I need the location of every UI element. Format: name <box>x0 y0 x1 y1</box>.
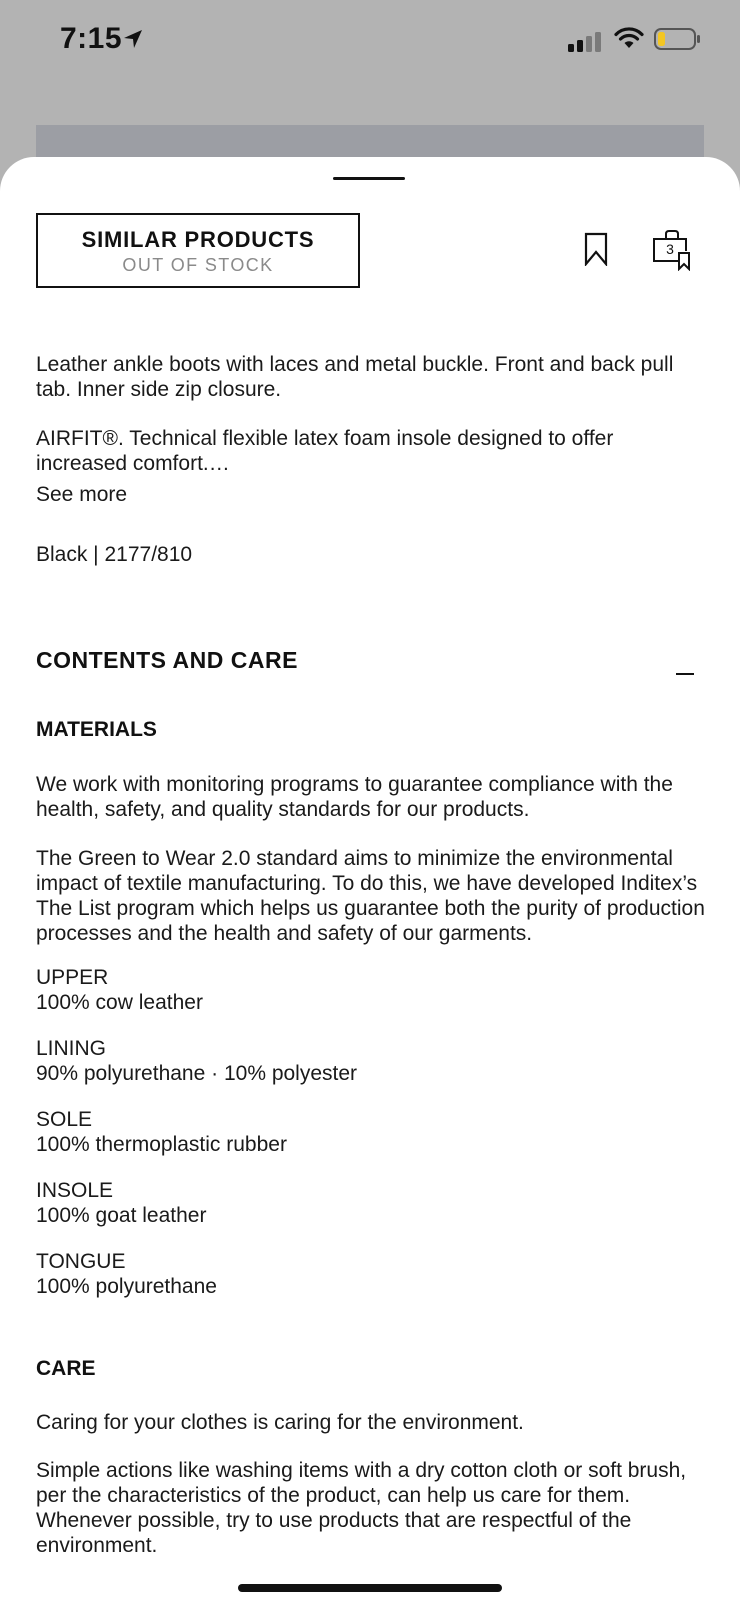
composition-part: UPPER <box>36 966 109 989</box>
bookmark-icon[interactable] <box>584 232 608 266</box>
wifi-icon <box>614 26 644 50</box>
sheet-grabber-handle[interactable] <box>333 177 405 180</box>
contents-and-care-header[interactable]: CONTENTS AND CARE <box>36 647 298 673</box>
care-paragraph-1: Caring for your clothes is caring for the environment. <box>36 1411 524 1434</box>
care-paragraph-2: Simple actions like washing items with a dry cotton cloth or soft brush, per the characteristics of the product, can help us care for them. Whenever possible, try to use products that are respectful of the environment. <box>36 1459 687 1557</box>
see-more-link[interactable]: See more <box>36 483 128 506</box>
status-time: 7:15 <box>60 22 123 55</box>
status-bar <box>0 0 740 80</box>
out-of-stock-label: OUT OF STOCK <box>122 255 274 275</box>
home-indicator[interactable] <box>238 1584 502 1592</box>
composition-part: INSOLE <box>36 1179 114 1202</box>
composition-part: SOLE <box>36 1108 93 1131</box>
materials-paragraph-1: We work with monitoring programs to guarantee compliance with the health, safety, and quality standards for our products. <box>36 773 673 821</box>
location-arrow-icon <box>122 28 144 50</box>
product-details-sheet <box>0 157 740 1600</box>
description-paragraph-1: Leather ankle boots with laces and metal buckle. Front and back pull tab. Inner side zip closure. <box>36 353 674 401</box>
materials-paragraph-2: The Green to Wear 2.0 standard aims to minimize the environmental impact of textile manufacturing. To do this, we have developed Inditex’s The List program which helps us guarantee both the purity of production processes and the health and safety of our garments. <box>36 847 705 945</box>
color-reference: Black | 2177/810 <box>36 543 193 566</box>
care-heading: CARE <box>36 1357 96 1380</box>
bag-count-badge: 3 <box>666 241 674 257</box>
battery-icon <box>654 27 702 51</box>
materials-heading: MATERIALS <box>36 718 157 741</box>
composition-part: TONGUE <box>36 1250 126 1273</box>
composition-value: 100% goat leather <box>36 1204 207 1227</box>
similar-products-label: SIMILAR PRODUCTS <box>81 227 315 252</box>
cellular-signal-icon <box>568 30 602 52</box>
composition-part: LINING <box>36 1037 107 1060</box>
composition-value: 100% polyurethane <box>36 1275 217 1298</box>
description-paragraph-2: AIRFIT®. Technical flexible latex foam insole designed to offer increased comfort.… <box>36 427 614 475</box>
composition-value: 100% thermoplastic rubber <box>36 1133 287 1156</box>
composition-value: 100% cow leather <box>36 991 203 1014</box>
similar-products-button[interactable] <box>36 213 360 288</box>
composition-value: 90% polyurethane · 10% polyester <box>36 1062 358 1085</box>
collapse-minus-icon[interactable] <box>676 673 694 675</box>
